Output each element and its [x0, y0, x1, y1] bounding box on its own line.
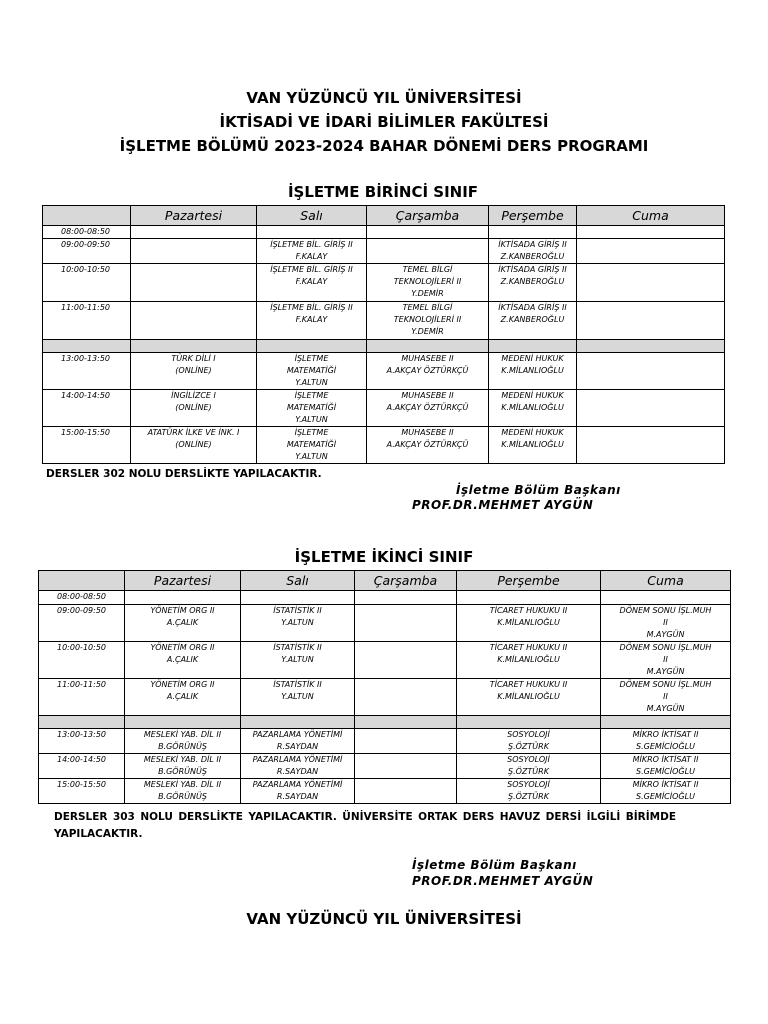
- course-cell: İŞLETME MATEMATİĞİ Y.ALTUN: [257, 427, 367, 464]
- course-cell: [355, 605, 457, 642]
- time-slot-cell: 14:00-14:50: [43, 390, 131, 427]
- course-cell: DÖNEM SONU İŞL.MUH II M.AYGÜN: [601, 642, 731, 679]
- second-year-title: İŞLETME İKİNCİ SINIF: [294, 548, 474, 566]
- course-cell: MESLEKİ YAB. DİL II B.GÖRÜNÜŞ: [125, 729, 241, 754]
- time-slot-cell: 13:00-13:50: [43, 353, 131, 390]
- course-cell: [131, 239, 257, 264]
- schedule-row: [39, 605, 731, 642]
- schedule-row: [43, 353, 725, 390]
- course-cell: TİCARET HUKUKU II K.MİLANLIOĞLU: [457, 679, 601, 716]
- course-cell: PAZARLAMA YÖNETİMİ R.SAYDAN: [241, 779, 355, 804]
- course-cell: MUHASEBE II A.AKÇAY ÖZTÜRKÇÜ: [367, 353, 489, 390]
- time-slot-cell: 08:00-08:50: [43, 226, 131, 239]
- course-cell: [577, 302, 725, 340]
- course-cell: YÖNETİM ORG II A.ÇALIK: [125, 605, 241, 642]
- course-cell: MUHASEBE II A.AKÇAY ÖZTÜRKÇÜ: [367, 390, 489, 427]
- day-header: Çarşamba: [367, 206, 489, 226]
- course-cell: [457, 591, 601, 605]
- program-title: İŞLETME BÖLÜMÜ 2023-2024 BAHAR DÖNEMİ DERS PROGRAMI: [119, 137, 649, 155]
- day-header: Çarşamba: [355, 571, 457, 591]
- time-slot-cell: 11:00-11:50: [43, 302, 131, 340]
- course-cell: İŞLETME BİL. GİRİŞ II F.KALAY: [257, 239, 367, 264]
- course-cell: [241, 591, 355, 605]
- course-cell: [355, 591, 457, 605]
- second-year-signature-name: PROF.DR.MEHMET AYGÜN: [412, 874, 594, 888]
- break-cell: [355, 716, 457, 729]
- schedule-row: [39, 642, 731, 679]
- day-header: Pazartesi: [125, 571, 241, 591]
- course-cell: İŞLETME MATEMATİĞİ Y.ALTUN: [257, 353, 367, 390]
- course-cell: SOSYOLOJİ Ş.ÖZTÜRK: [457, 779, 601, 804]
- schedule-row: [39, 729, 731, 754]
- schedule-row: [43, 302, 725, 340]
- course-cell: TEMEL BİLGİ TEKNOLOJİLERİ II Y.DEMİR: [367, 302, 489, 340]
- course-cell: [367, 226, 489, 239]
- schedule-row: [43, 427, 725, 464]
- schedule-row: [43, 390, 725, 427]
- break-cell: [257, 340, 367, 353]
- course-cell: İSTATİSTİK II Y.ALTUN: [241, 679, 355, 716]
- course-cell: YÖNETİM ORG II A.ÇALIK: [125, 642, 241, 679]
- break-cell: [489, 340, 577, 353]
- course-cell: TİCARET HUKUKU II K.MİLANLIOĞLU: [457, 642, 601, 679]
- break-cell: [39, 716, 125, 729]
- day-header: Cuma: [601, 571, 731, 591]
- course-cell: [355, 754, 457, 779]
- course-cell: [577, 390, 725, 427]
- corner-cell: [43, 206, 131, 226]
- course-cell: [257, 226, 367, 239]
- day-header: Salı: [257, 206, 367, 226]
- course-cell: İKTİSADA GİRİŞ II Z.KANBEROĞLU: [489, 302, 577, 340]
- course-cell: MESLEKİ YAB. DİL II B.GÖRÜNÜŞ: [125, 779, 241, 804]
- course-cell: [577, 226, 725, 239]
- course-cell: [355, 779, 457, 804]
- course-cell: DÖNEM SONU İŞL.MUH II M.AYGÜN: [601, 679, 731, 716]
- lunch-break-row: [43, 340, 725, 353]
- course-cell: İŞLETME BİL. GİRİŞ II F.KALAY: [257, 302, 367, 340]
- time-slot-cell: 15:00-15:50: [39, 779, 125, 804]
- course-cell: MİKRO İKTİSAT II S.GEMİCİOĞLU: [601, 729, 731, 754]
- time-slot-cell: 09:00-09:50: [43, 239, 131, 264]
- second-year-schedule-table: [38, 570, 731, 804]
- schedule-row: [43, 226, 725, 239]
- day-header: Pazartesi: [131, 206, 257, 226]
- second-year-classroom-note-line2: YAPILACAKTIR.: [54, 828, 143, 840]
- first-year-schedule-table: [42, 205, 725, 464]
- schedule-row: [39, 591, 731, 605]
- corner-cell: [39, 571, 125, 591]
- schedule-row: [39, 779, 731, 804]
- course-cell: MESLEKİ YAB. DİL II B.GÖRÜNÜŞ: [125, 754, 241, 779]
- course-cell: [355, 642, 457, 679]
- course-cell: TİCARET HUKUKU II K.MİLANLIOĞLU: [457, 605, 601, 642]
- schedule-row: [39, 679, 731, 716]
- break-cell: [43, 340, 131, 353]
- course-cell: MİKRO İKTİSAT II S.GEMİCİOĞLU: [601, 779, 731, 804]
- day-header: Cuma: [577, 206, 725, 226]
- course-cell: YÖNETİM ORG II A.ÇALIK: [125, 679, 241, 716]
- course-cell: İSTATİSTİK II Y.ALTUN: [241, 642, 355, 679]
- course-cell: ATATÜRK İLKE VE İNK. I (ONLİNE): [131, 427, 257, 464]
- time-slot-cell: 14:00-14:50: [39, 754, 125, 779]
- course-cell: MEDENİ HUKUK K.MİLANLIOĞLU: [489, 427, 577, 464]
- course-cell: DÖNEM SONU İŞL.MUH II M.AYGÜN: [601, 605, 731, 642]
- course-cell: [355, 729, 457, 754]
- course-cell: [577, 353, 725, 390]
- day-header: Salı: [241, 571, 355, 591]
- day-header: Perşembe: [457, 571, 601, 591]
- time-slot-cell: 13:00-13:50: [39, 729, 125, 754]
- header-row: [43, 206, 725, 226]
- course-cell: [131, 226, 257, 239]
- break-cell: [577, 340, 725, 353]
- time-slot-cell: 08:00-08:50: [39, 591, 125, 605]
- course-cell: SOSYOLOJİ Ş.ÖZTÜRK: [457, 729, 601, 754]
- schedule-row: [43, 239, 725, 264]
- footer-university-title: VAN YÜZÜNCÜ YIL ÜNİVERSİTESİ: [246, 910, 522, 928]
- first-year-signature-title: İşletme Bölüm Başkanı: [456, 483, 621, 497]
- university-title: VAN YÜZÜNCÜ YIL ÜNİVERSİTESİ: [246, 89, 522, 107]
- time-slot-cell: 10:00-10:50: [43, 264, 131, 302]
- course-cell: TÜRK DİLİ I (ONLİNE): [131, 353, 257, 390]
- course-cell: PAZARLAMA YÖNETİMİ R.SAYDAN: [241, 729, 355, 754]
- course-cell: SOSYOLOJİ Ş.ÖZTÜRK: [457, 754, 601, 779]
- time-slot-cell: 10:00-10:50: [39, 642, 125, 679]
- course-cell: MUHASEBE II A.AKÇAY ÖZTÜRKÇÜ: [367, 427, 489, 464]
- course-cell: [577, 264, 725, 302]
- course-cell: İŞLETME MATEMATİĞİ Y.ALTUN: [257, 390, 367, 427]
- first-year-classroom-note: DERSLER 302 NOLU DERSLİKTE YAPILACAKTIR.: [46, 468, 322, 480]
- time-slot-cell: 15:00-15:50: [43, 427, 131, 464]
- course-cell: [131, 302, 257, 340]
- header-row: [39, 571, 731, 591]
- schedule-row: [43, 264, 725, 302]
- course-cell: [367, 239, 489, 264]
- time-slot-cell: 11:00-11:50: [39, 679, 125, 716]
- second-year-signature-title: İşletme Bölüm Başkanı: [412, 858, 577, 872]
- lunch-break-row: [39, 716, 731, 729]
- course-cell: İŞLETME BİL. GİRİŞ II F.KALAY: [257, 264, 367, 302]
- break-cell: [241, 716, 355, 729]
- course-cell: İKTİSADA GİRİŞ II Z.KANBEROĞLU: [489, 239, 577, 264]
- faculty-title: İKTİSADİ VE İDARİ BİLİMLER FAKÜLTESİ: [219, 113, 549, 131]
- course-cell: [125, 591, 241, 605]
- schedule-row: [39, 754, 731, 779]
- course-cell: [355, 679, 457, 716]
- course-cell: İNGİLİZCE I (ONLİNE): [131, 390, 257, 427]
- course-cell: MİKRO İKTİSAT II S.GEMİCİOĞLU: [601, 754, 731, 779]
- break-cell: [131, 340, 257, 353]
- course-cell: TEMEL BİLGİ TEKNOLOJİLERİ II Y.DEMİR: [367, 264, 489, 302]
- break-cell: [457, 716, 601, 729]
- course-cell: MEDENİ HUKUK K.MİLANLIOĞLU: [489, 390, 577, 427]
- course-cell: İSTATİSTİK II Y.ALTUN: [241, 605, 355, 642]
- day-header: Perşembe: [489, 206, 577, 226]
- course-cell: [489, 226, 577, 239]
- course-cell: [577, 239, 725, 264]
- break-cell: [125, 716, 241, 729]
- course-cell: [601, 591, 731, 605]
- course-cell: İKTİSADA GİRİŞ II Z.KANBEROĞLU: [489, 264, 577, 302]
- break-cell: [601, 716, 731, 729]
- break-cell: [367, 340, 489, 353]
- first-year-signature-name: PROF.DR.MEHMET AYGÜN: [412, 498, 594, 512]
- course-cell: [131, 264, 257, 302]
- first-year-title: İŞLETME BİRİNCİ SINIF: [287, 183, 479, 201]
- course-cell: MEDENİ HUKUK K.MİLANLIOĞLU: [489, 353, 577, 390]
- time-slot-cell: 09:00-09:50: [39, 605, 125, 642]
- second-year-classroom-note-line1: DERSLER 303 NOLU DERSLİKTE YAPILACAKTIR. ÜNİVERSİTE ORTAK DERS HAVUZ DERSİ İLGİLİ BİRİMDE: [54, 811, 676, 823]
- course-cell: [577, 427, 725, 464]
- course-cell: PAZARLAMA YÖNETİMİ R.SAYDAN: [241, 754, 355, 779]
